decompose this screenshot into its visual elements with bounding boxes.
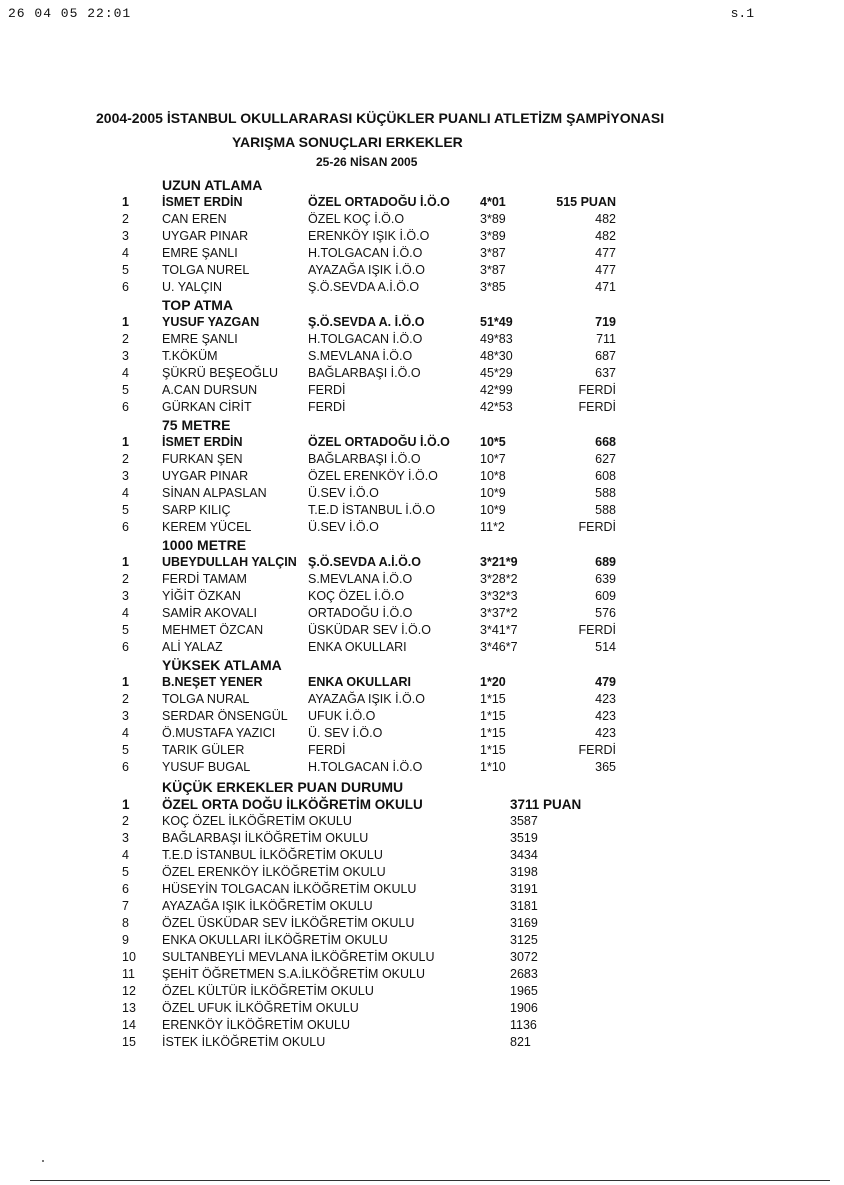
score: 482 (595, 212, 616, 226)
team-rank: 11 (122, 967, 135, 981)
score: FERDİ (578, 383, 616, 397)
performance: 51*49 (480, 315, 513, 329)
score: FERDİ (578, 520, 616, 534)
athlete-name: İSMET ERDİN (162, 195, 243, 209)
team-points: 1965 (510, 984, 538, 998)
rank: 1 (122, 195, 129, 209)
team-school: İSTEK İLKÖĞRETİM OKULU (162, 1035, 326, 1049)
result-row (0, 228, 844, 245)
athlete-name: SARP KILIÇ (162, 503, 231, 517)
result-row (0, 639, 844, 656)
performance: 45*29 (480, 366, 513, 380)
team-rank: 9 (122, 933, 129, 947)
school: ENKA OKULLARI (308, 675, 412, 689)
team-rank: 12 (122, 984, 136, 998)
team-rank: 3 (122, 831, 129, 845)
team-school: ÖZEL ERENKÖY İLKÖĞRETİM OKULU (162, 865, 386, 879)
score: 365 (595, 760, 616, 774)
school: BAĞLARBAŞI İ.Ö.O (308, 452, 421, 466)
school: ERENKÖY IŞIK İ.Ö.O (308, 229, 430, 243)
performance: 3*87 (480, 246, 506, 260)
result-row (0, 382, 844, 399)
team-rank: 2 (122, 814, 129, 828)
performance: 3*85 (480, 280, 506, 294)
result-row (0, 194, 844, 211)
score: 477 (595, 246, 616, 260)
team-points: 3125 (510, 933, 538, 947)
school: FERDİ (308, 383, 346, 397)
performance: 10*7 (480, 452, 506, 466)
score: 588 (595, 486, 616, 500)
team-rank: 6 (122, 882, 129, 896)
team-standing-row (0, 966, 844, 983)
school: H.TOLGACAN İ.Ö.O (308, 246, 423, 260)
performance: 3*46*7 (480, 640, 518, 654)
team-school: HÜSEYİN TOLGACAN İLKÖĞRETİM OKULU (162, 882, 417, 896)
team-school: AYAZAĞA IŞIK İLKÖĞRETİM OKULU (162, 899, 373, 913)
athlete-name: TARIK GÜLER (162, 743, 245, 757)
result-row (0, 674, 844, 691)
athlete-name: GÜRKAN CİRİT (162, 400, 252, 414)
team-standing-row (0, 1017, 844, 1034)
rank: 1 (122, 555, 129, 569)
team-rank: 15 (122, 1035, 136, 1049)
athlete-name: SİNAN ALPASLAN (162, 486, 267, 500)
scan-speck (42, 1160, 44, 1162)
school: Ş.Ö.SEVDA A. İ.Ö.O (308, 315, 425, 329)
result-row (0, 245, 844, 262)
performance: 3*89 (480, 229, 506, 243)
athlete-name: EMRE ŞANLI (162, 332, 238, 346)
fax-page-number: s.1 (730, 6, 754, 21)
performance: 1*20 (480, 675, 506, 689)
score: 608 (595, 469, 616, 483)
school: Ü. SEV İ.Ö.O (308, 726, 383, 740)
school: Ş.Ö.SEVDA A.İ.Ö.O (308, 280, 420, 294)
page-bottom-rule (30, 1180, 830, 1181)
performance: 3*32*3 (480, 589, 518, 603)
school: T.E.D İSTANBUL İ.Ö.O (308, 503, 436, 517)
team-points: 3434 (510, 848, 538, 862)
score: 514 (595, 640, 616, 654)
athlete-name: T.KÖKÜM (162, 349, 218, 363)
rank: 1 (122, 675, 129, 689)
athlete-name: B.NEŞET YENER (162, 675, 263, 689)
score: 668 (595, 435, 616, 449)
rank: 4 (122, 366, 129, 380)
team-standing-row (0, 949, 844, 966)
performance: 3*89 (480, 212, 506, 226)
fax-timestamp: 26 04 05 22:01 (8, 6, 132, 21)
school: ÖZEL ORTADOĞU İ.Ö.O (308, 195, 450, 209)
team-school: T.E.D İSTANBUL İLKÖĞRETİM OKULU (162, 848, 383, 862)
result-row (0, 365, 844, 382)
performance: 10*9 (480, 486, 506, 500)
athlete-name: ALİ YALAZ (162, 640, 223, 654)
school: FERDİ (308, 743, 346, 757)
result-row (0, 759, 844, 776)
rank: 5 (122, 263, 129, 277)
rank: 3 (122, 349, 129, 363)
rank: 1 (122, 315, 129, 329)
team-standings-heading: KÜÇÜK ERKEKLER PUAN DURUMU (162, 779, 404, 795)
performance: 49*83 (480, 332, 513, 346)
team-rank: 10 (122, 950, 136, 964)
result-row (0, 502, 844, 519)
school: UFUK İ.Ö.O (308, 709, 376, 723)
team-standing-row (0, 898, 844, 915)
performance: 42*99 (480, 383, 513, 397)
athlete-name: U. YALÇIN (162, 280, 222, 294)
rank: 4 (122, 726, 129, 740)
team-rank: 13 (122, 1001, 136, 1015)
result-row (0, 588, 844, 605)
school: S.MEVLANA İ.Ö.O (308, 349, 413, 363)
score: 482 (595, 229, 616, 243)
result-row (0, 519, 844, 536)
school: Ü.SEV İ.Ö.O (308, 486, 379, 500)
school: Ü.SEV İ.Ö.O (308, 520, 379, 534)
team-points: 3191 (510, 882, 538, 896)
team-points: 3711 PUAN (510, 797, 582, 812)
performance: 1*15 (480, 726, 506, 740)
rank: 3 (122, 469, 129, 483)
rank: 6 (122, 640, 129, 654)
team-standing-row (0, 1000, 844, 1017)
team-standing-row (0, 915, 844, 932)
rank: 2 (122, 212, 129, 226)
performance: 1*15 (480, 692, 506, 706)
team-points: 3519 (510, 831, 538, 845)
team-rank: 4 (122, 848, 129, 862)
team-points: 3587 (510, 814, 538, 828)
school: Ş.Ö.SEVDA A.İ.Ö.O (308, 555, 421, 569)
team-points: 3072 (510, 950, 538, 964)
score: 479 (595, 675, 616, 689)
athlete-name: KEREM YÜCEL (162, 520, 252, 534)
rank: 3 (122, 229, 129, 243)
team-school: ÖZEL UFUK İLKÖĞRETİM OKULU (162, 1001, 359, 1015)
result-row (0, 622, 844, 639)
school: AYAZAĞA IŞIK İ.Ö.O (308, 692, 425, 706)
school: S.MEVLANA İ.Ö.O (308, 572, 413, 586)
result-row (0, 485, 844, 502)
result-row (0, 725, 844, 742)
athlete-name: A.CAN DURSUN (162, 383, 258, 397)
result-row (0, 468, 844, 485)
event-heading: TOP ATMA (162, 297, 234, 313)
performance: 3*87 (480, 263, 506, 277)
performance: 1*15 (480, 709, 506, 723)
score: 609 (595, 589, 616, 603)
team-rank: 8 (122, 916, 129, 930)
team-points: 3198 (510, 865, 538, 879)
score: 576 (595, 606, 616, 620)
results-sheet (0, 176, 844, 1051)
rank: 4 (122, 486, 129, 500)
score: 711 (596, 332, 616, 346)
team-rank: 1 (122, 797, 130, 812)
performance: 42*53 (480, 400, 513, 414)
team-standing-row (0, 983, 844, 1000)
performance: 3*37*2 (480, 606, 518, 620)
score: 588 (595, 503, 616, 517)
result-row (0, 399, 844, 416)
school: H.TOLGACAN İ.Ö.O (308, 760, 423, 774)
school: KOÇ ÖZEL İ.Ö.O (308, 589, 405, 603)
score: FERDİ (578, 623, 616, 637)
result-row (0, 708, 844, 725)
team-school: ŞEHİT ÖĞRETMEN S.A.İLKÖĞRETİM OKULU (162, 967, 426, 981)
athlete-name: MEHMET ÖZCAN (162, 623, 264, 637)
score: FERDİ (578, 400, 616, 414)
rank: 1 (122, 435, 129, 449)
school: BAĞLARBAŞI İ.Ö.O (308, 366, 421, 380)
score: 687 (595, 349, 616, 363)
athlete-name: TOLGA NURAL (162, 692, 250, 706)
athlete-name: İSMET ERDİN (162, 435, 243, 449)
athlete-name: CAN EREN (162, 212, 227, 226)
score: 637 (595, 366, 616, 380)
rank: 2 (122, 452, 129, 466)
athlete-name: YUSUF YAZGAN (162, 315, 260, 329)
team-points: 3169 (510, 916, 538, 930)
score: 515 PUAN (556, 195, 616, 209)
rank: 2 (122, 692, 129, 706)
athlete-name: TOLGA NUREL (162, 263, 250, 277)
athlete-name: UYGAR PINAR (162, 469, 249, 483)
team-rank: 7 (122, 899, 129, 913)
score: 719 (595, 315, 616, 329)
team-school: ENKA OKULLARI İLKÖĞRETİM OKULU (162, 933, 388, 947)
rank: 4 (122, 606, 129, 620)
rank: 5 (122, 503, 129, 517)
performance: 10*9 (480, 503, 506, 517)
rank: 5 (122, 383, 129, 397)
performance: 10*5 (480, 435, 506, 449)
team-school: ÖZEL KÜLTÜR İLKÖĞRETİM OKULU (162, 984, 374, 998)
performance: 1*10 (480, 760, 506, 774)
rank: 2 (122, 332, 129, 346)
performance: 11*2 (480, 520, 505, 534)
school: ÜSKÜDAR SEV İ.Ö.O (308, 623, 431, 637)
performance: 3*41*7 (480, 623, 518, 637)
score: FERDİ (578, 743, 616, 757)
team-school: ÖZEL ORTA DOĞU İLKÖĞRETİM OKULU (162, 797, 423, 812)
performance: 3*21*9 (480, 555, 518, 569)
result-row (0, 554, 844, 571)
athlete-name: FURKAN ŞEN (162, 452, 243, 466)
result-row (0, 262, 844, 279)
athlete-name: YİĞİT ÖZKAN (162, 589, 241, 603)
athlete-name: UBEYDULLAH YALÇIN (162, 555, 297, 569)
team-points: 821 (510, 1035, 531, 1049)
result-row (0, 331, 844, 348)
event-heading: 1000 METRE (162, 537, 247, 553)
rank: 3 (122, 589, 129, 603)
result-row (0, 211, 844, 228)
team-standing-row (0, 932, 844, 949)
athlete-name: UYGAR PINAR (162, 229, 249, 243)
result-row (0, 451, 844, 468)
school: ENKA OKULLARI (308, 640, 407, 654)
score: 627 (595, 452, 616, 466)
performance: 3*28*2 (480, 572, 518, 586)
team-points: 3181 (510, 899, 538, 913)
team-rank: 14 (122, 1018, 136, 1032)
school: ORTADOĞU İ.Ö.O (308, 606, 413, 620)
event-heading: 75 METRE (162, 417, 231, 433)
school: ÖZEL ERENKÖY İ.Ö.O (308, 469, 438, 483)
school: AYAZAĞA IŞIK İ.Ö.O (308, 263, 425, 277)
performance: 48*30 (480, 349, 513, 363)
result-row (0, 314, 844, 331)
performance: 1*15 (480, 743, 506, 757)
performance: 4*01 (480, 195, 506, 209)
performance: 10*8 (480, 469, 506, 483)
rank: 3 (122, 709, 129, 723)
rank: 5 (122, 623, 129, 637)
rank: 5 (122, 743, 129, 757)
team-school: KOÇ ÖZEL İLKÖĞRETİM OKULU (162, 814, 352, 828)
results-subtitle: YARIŞMA SONUÇLARI ERKEKLER (232, 134, 463, 150)
athlete-name: Ö.MUSTAFA YAZICI (162, 726, 276, 740)
school: ÖZEL ORTADOĞU İ.Ö.O (308, 435, 450, 449)
athlete-name: SERDAR ÖNSENGÜL (162, 709, 288, 723)
team-points: 1906 (510, 1001, 538, 1015)
team-points: 2683 (510, 967, 538, 981)
score: 423 (595, 709, 616, 723)
athlete-name: YUSUF BUGAL (162, 760, 251, 774)
result-row (0, 571, 844, 588)
result-row (0, 605, 844, 622)
athlete-name: EMRE ŞANLI (162, 246, 238, 260)
result-row (0, 691, 844, 708)
result-row (0, 348, 844, 365)
athlete-name: SAMİR AKOVALI (162, 606, 257, 620)
rank: 6 (122, 400, 129, 414)
rank: 6 (122, 520, 129, 534)
team-points: 1136 (510, 1018, 537, 1032)
team-school: SULTANBEYLİ MEVLANA İLKÖĞRETİM OKULU (162, 950, 435, 964)
championship-title: 2004-2005 İSTANBUL OKULLARARASI KÜÇÜKLER PUANLI ATLETİZM ŞAMPİYONASI (96, 110, 665, 126)
school: ÖZEL KOÇ İ.Ö.O (308, 212, 405, 226)
rank: 6 (122, 280, 129, 294)
event-heading: YÜKSEK ATLAMA (162, 657, 282, 673)
rank: 4 (122, 246, 129, 260)
team-school: ÖZEL ÜSKÜDAR SEV İLKÖĞRETİM OKULU (162, 916, 415, 930)
team-standing-row (0, 847, 844, 864)
rank: 6 (122, 760, 129, 774)
athlete-name: FERDİ TAMAM (162, 572, 247, 586)
rank: 2 (122, 572, 129, 586)
team-school: ERENKÖY İLKÖĞRETİM OKULU (162, 1018, 351, 1032)
team-standing-row (0, 881, 844, 898)
team-school: BAĞLARBAŞI İLKÖĞRETİM OKULU (162, 831, 369, 845)
score: 423 (595, 692, 616, 706)
school: H.TOLGACAN İ.Ö.O (308, 332, 423, 346)
team-standing-row (0, 1034, 844, 1051)
team-standing-row (0, 830, 844, 847)
team-standing-row (0, 813, 844, 830)
score: 639 (595, 572, 616, 586)
score: 423 (595, 726, 616, 740)
event-heading: UZUN ATLAMA (162, 177, 263, 193)
athlete-name: ŞÜKRÜ BEŞEOĞLU (162, 366, 279, 380)
result-row (0, 279, 844, 296)
score: 689 (595, 555, 616, 569)
team-standing-row (0, 864, 844, 881)
team-rank: 5 (122, 865, 129, 879)
school: FERDİ (308, 400, 346, 414)
result-row (0, 434, 844, 451)
score: 471 (595, 280, 616, 294)
event-date: 25-26 NİSAN 2005 (316, 155, 418, 169)
result-row (0, 742, 844, 759)
team-standing-row (0, 796, 844, 813)
score: 477 (595, 263, 616, 277)
